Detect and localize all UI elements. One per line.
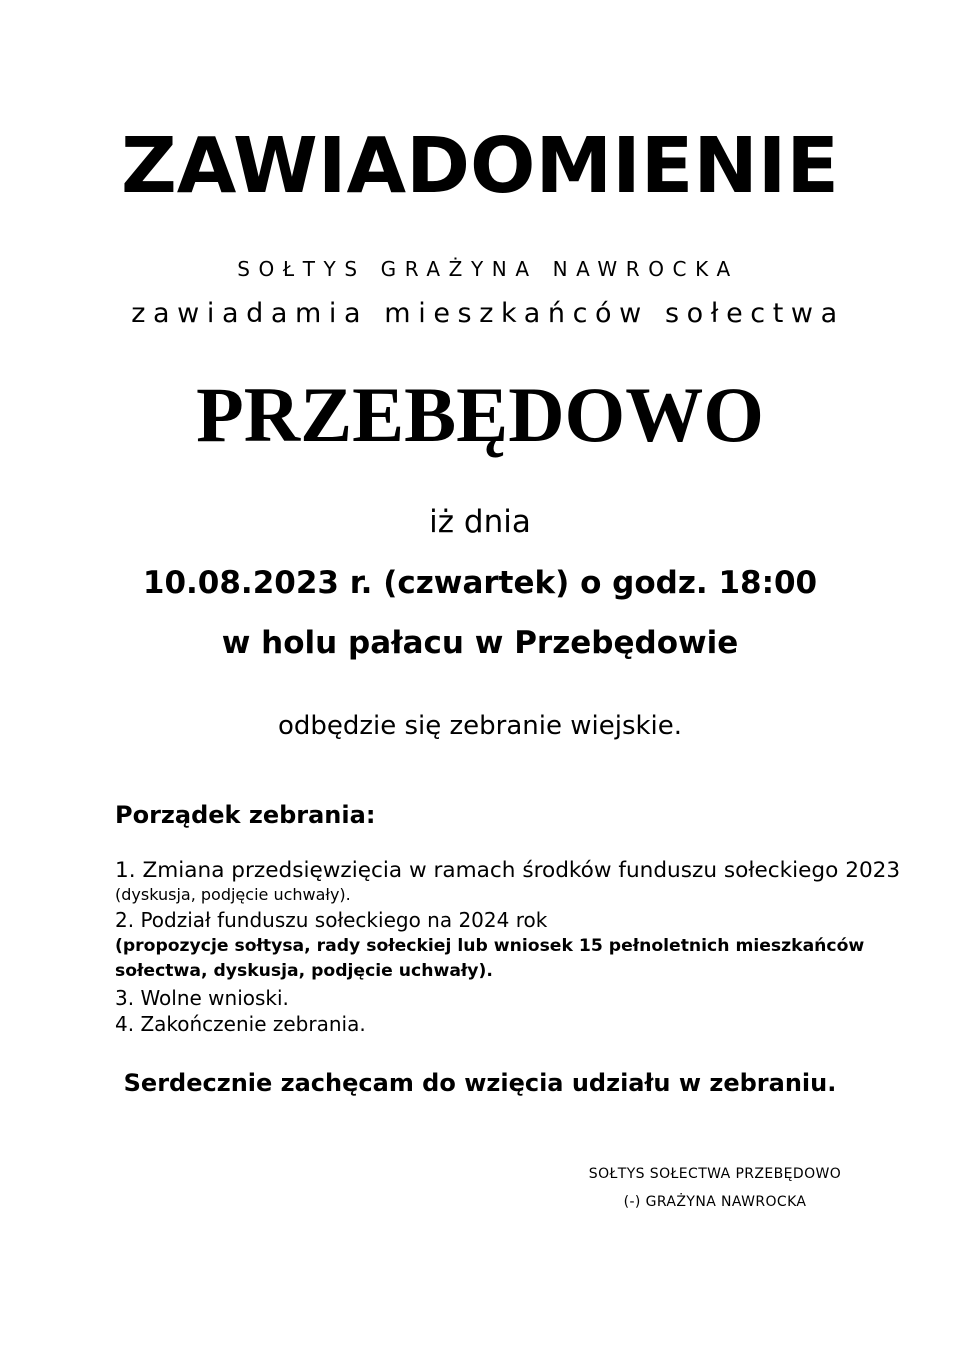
agenda-item-2: 2. Podział funduszu sołeckiego na 2024 rok — [115, 908, 548, 932]
agenda-item-3: 3. Wolne wnioski. — [115, 986, 289, 1010]
closing-invitation: Serdecznie zachęcam do wzięcia udziału w zebraniu. — [123, 1069, 837, 1097]
agenda-item-1-note: (dyskusja, podjęcie uchwały). — [115, 885, 351, 904]
meeting-place: w holu pałacu w Przebędowie — [221, 625, 739, 661]
notice-title: ZAWIADOMIENIE — [120, 122, 840, 211]
iz-dnia-text: iż dnia — [429, 504, 531, 540]
agenda-title: Porządek zebrania: — [115, 801, 376, 829]
village-name: PRZEBĘDOWO — [196, 371, 764, 458]
agenda-item-2-note: (propozycje sołtysa, rady sołeckiej lub wniosek 15 pełnoletnich mieszkańców sołectwa, dyskusja, podjęcie uchwały). — [115, 936, 865, 981]
meeting-date: 10.08.2023 r. (czwartek) o godz. 18:00 — [142, 565, 818, 601]
signature-title: SOŁTYS SOŁECTWA PRZEBĘDOWO — [588, 1166, 842, 1182]
agenda-item-4: 4. Zakończenie zebrania. — [115, 1012, 366, 1036]
soltys-name-line: SOŁTYS GRAŻYNA NAWROCKA — [237, 257, 739, 281]
signature-name: (-) GRAŻYNA NAWROCKA — [623, 1194, 807, 1210]
meeting-description: odbędzie się zebranie wiejskie. — [277, 711, 683, 741]
inform-line: zawiadamia mieszkańców sołectwa — [131, 298, 845, 329]
agenda-item-1: 1. Zmiana przedsięwzięcia w ramach środków funduszu sołeckiego 2023 — [115, 858, 901, 883]
